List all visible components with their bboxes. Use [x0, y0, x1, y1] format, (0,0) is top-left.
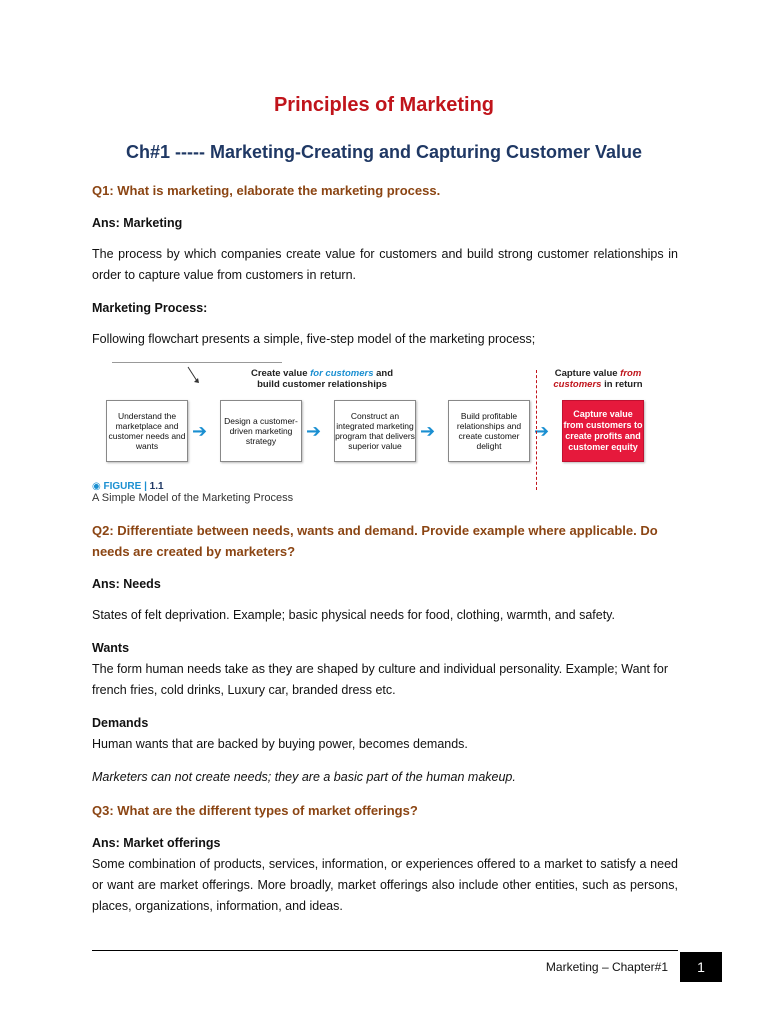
pointer-arrow-icon	[186, 366, 200, 384]
document-body	[92, 180, 678, 917]
figure-label: ◉ FIGURE | 1.1	[92, 481, 164, 492]
offerings-definition: Some combination of products, services, information, or experiences offered to a market to satisfy a need or want are market offerings. More broadly, market offerings also include other entities, such as persons, places, organizations, information, and ideas.	[92, 857, 678, 913]
needs-definition: States of felt deprivation. Example; basic physical needs for food, clothing, warmth, and safety.	[92, 608, 615, 622]
arrow-right-icon: ➔	[420, 421, 436, 441]
arrow-right-icon: ➔	[534, 421, 550, 441]
wants-definition: The form human needs take as they are shaped by culture and individual personality. Example; Want for french fries, cold drinks, Luxury car, branded dress etc.	[92, 662, 669, 697]
figure-caption: A Simple Model of the Marketing Process	[92, 492, 294, 504]
marketing-process-heading: Marketing Process:	[92, 301, 208, 315]
page-number: 1	[680, 952, 722, 982]
step-1-box: Understand the marketplace and customer needs and wants	[106, 400, 188, 462]
footer-rule	[92, 950, 678, 951]
footer-text: Marketing – Chapter#1	[545, 960, 668, 974]
answer-marketing-heading: Ans: Marketing	[92, 216, 183, 230]
question-2: Q2: Differentiate between needs, wants and demand. Provide example where applicable. Do needs are created by marketers?	[92, 523, 658, 559]
demands-heading: Demands	[92, 716, 149, 730]
arrow-right-icon: ➔	[306, 421, 322, 441]
wants-heading: Wants	[92, 641, 130, 655]
needs-note: Marketers can not create needs; they are a basic part of the human makeup.	[92, 770, 516, 784]
chapter-title: Ch#1 ----- Marketing-Creating and Capturing Customer Value	[125, 142, 643, 162]
marketing-definition: The process by which companies create value for customers and build strong customer relationships in order to capture value from customers in return.	[92, 247, 678, 282]
question-3: Q3: What are the different types of market offerings?	[92, 803, 418, 818]
flowchart-top-rule	[112, 362, 282, 363]
flowchart-intro: Following flowchart presents a simple, five-step model of the marketing process;	[92, 332, 536, 346]
header-capture-value: Capture value from customers in return	[553, 368, 643, 390]
page-title: Principles of Marketing	[273, 94, 495, 116]
header-create-value: Create value for customers and build customer relationships	[250, 368, 394, 390]
step-3-box: Construct an integrated marketing program that delivers superior value	[334, 400, 416, 462]
step-5-box: Capture value from customers to create profits and customer equity	[562, 400, 644, 462]
answer-offerings-heading: Ans: Market offerings	[92, 836, 221, 850]
question-1: Q1: What is marketing, elaborate the marketing process.	[92, 183, 441, 198]
answer-needs-heading: Ans: Needs	[92, 577, 161, 591]
step-2-box: Design a customer-driven marketing strategy	[220, 400, 302, 462]
step-4-box: Build profitable relationships and create customer delight	[448, 400, 530, 462]
demands-definition: Human wants that are backed by buying power, becomes demands.	[92, 737, 468, 751]
capture-divider	[536, 370, 537, 490]
arrow-right-icon: ➔	[192, 421, 208, 441]
marketing-process-flowchart	[92, 362, 678, 508]
